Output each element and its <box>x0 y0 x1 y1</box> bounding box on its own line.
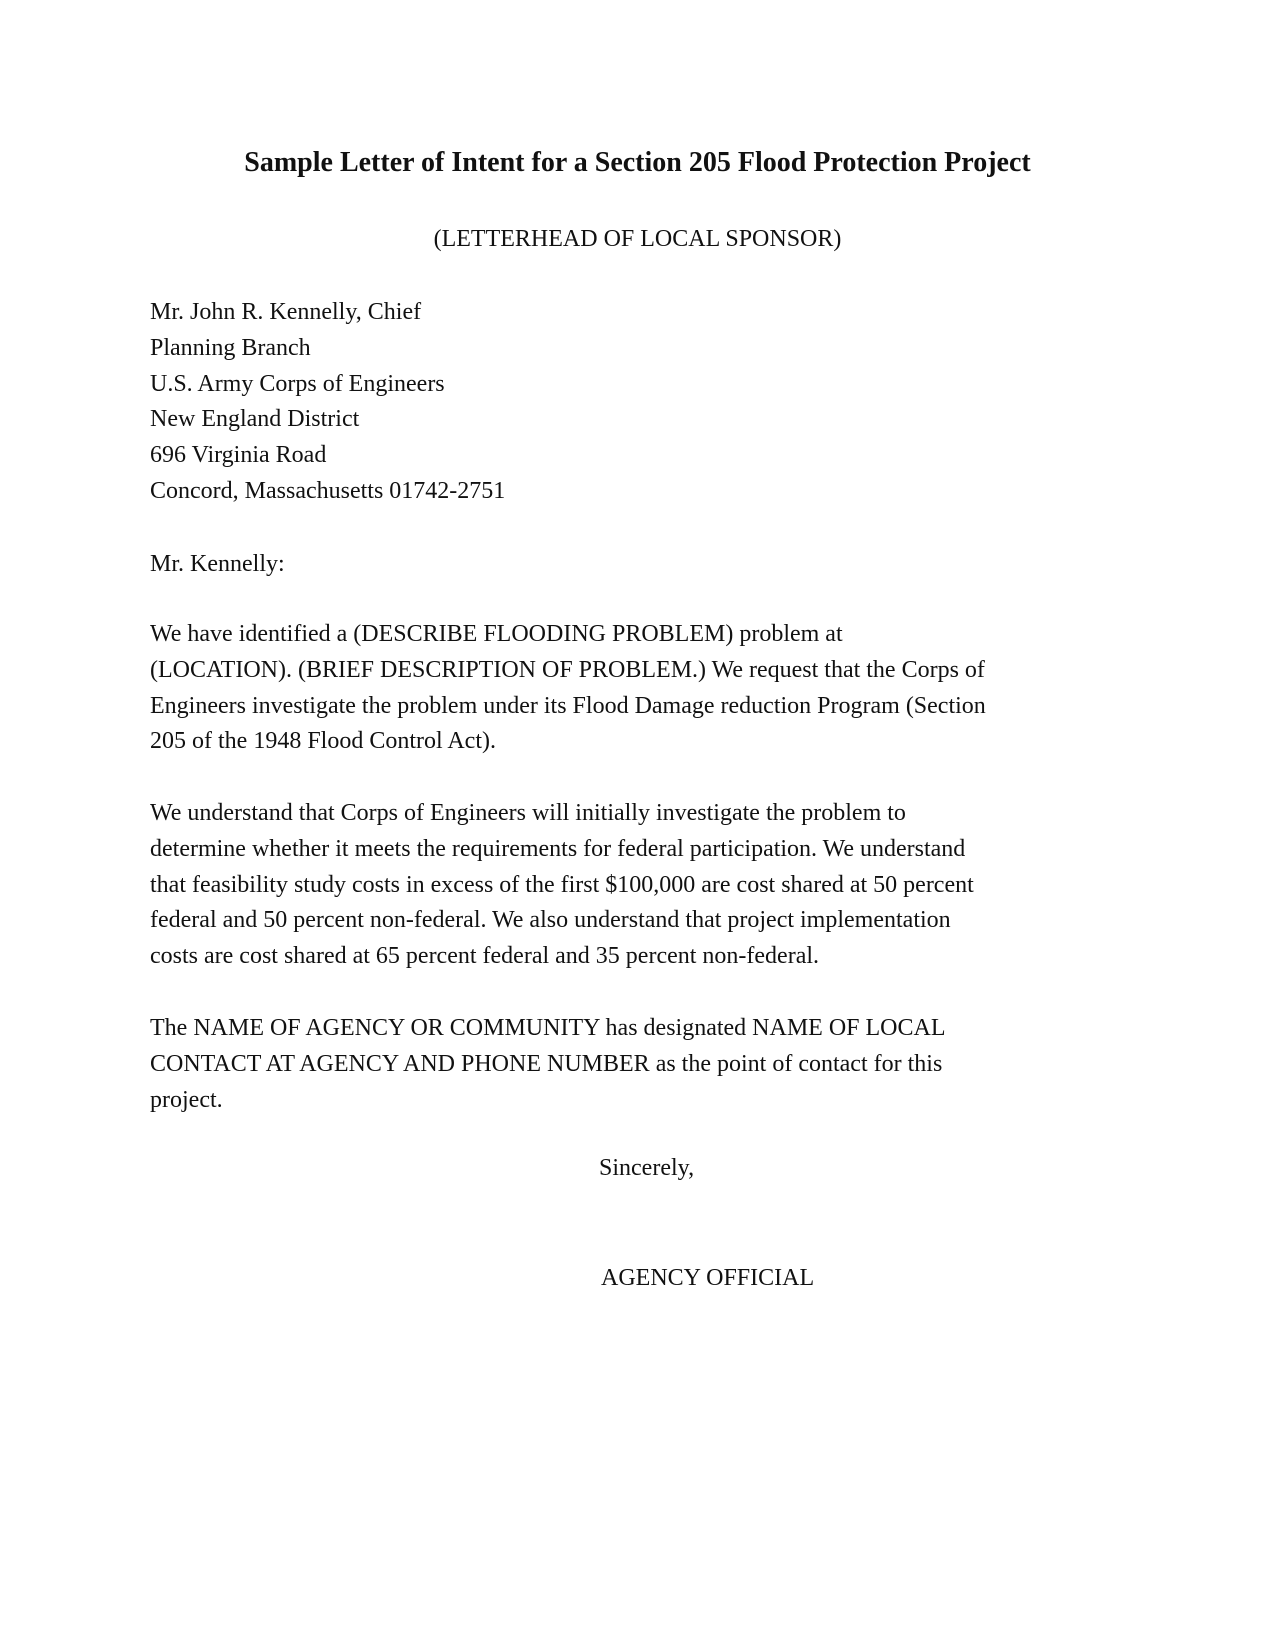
paragraph-local-contact <box>150 1011 1120 1118</box>
paragraph-line: The NAME OF AGENCY OR COMMUNITY has designated NAME OF LOCAL <box>150 1015 946 1041</box>
address-line: U.S. Army Corps of Engineers <box>150 370 445 397</box>
paragraph-line: We understand that Corps of Engineers will initially investigate the problem to <box>150 800 906 826</box>
letterhead-placeholder: (LETTERHEAD OF LOCAL SPONSOR) <box>433 226 842 252</box>
signature-placeholder: AGENCY OFFICIAL <box>601 1265 815 1291</box>
paragraph-line: costs are cost shared at 65 percent federal and 35 percent non-federal. <box>150 943 820 970</box>
paragraph-line: that feasibility study costs in excess of the first $100,000 are cost shared at 50 percent <box>150 871 974 898</box>
paragraph-line: 205 of the 1948 Flood Control Act). <box>150 728 496 755</box>
paragraph-line: CONTACT AT AGENCY AND PHONE NUMBER as the point of contact for this <box>150 1050 943 1077</box>
paragraph-line: We have identified a (DESCRIBE FLOODING PROBLEM) problem at <box>150 621 843 647</box>
address-line: Mr. John R. Kennelly, Chief <box>150 299 422 325</box>
paragraph-line: project. <box>150 1086 223 1113</box>
paragraph-line: federal and 50 percent non-federal. We also understand that project implementation <box>150 907 951 934</box>
closing: Sincerely, <box>599 1155 695 1181</box>
paragraph-cost-sharing <box>150 796 1120 975</box>
salutation: Mr. Kennelly: <box>150 551 285 577</box>
address-line: 696 Virginia Road <box>150 442 327 469</box>
paragraph-line: determine whether it meets the requirements for federal participation. We understand <box>150 835 966 862</box>
address-line: Planning Branch <box>150 334 311 361</box>
address-line: New England District <box>150 406 360 433</box>
paragraph-line: (LOCATION). (BRIEF DESCRIPTION OF PROBLEM.) We request that the Corps of <box>150 656 985 683</box>
paragraph-line: Engineers investigate the problem under its Flood Damage reduction Program (Section <box>150 692 986 719</box>
document-title: Sample Letter of Intent for a Section 205 Flood Protection Project <box>244 147 1031 178</box>
recipient-address <box>150 295 1120 510</box>
address-line: Concord, Massachusetts 01742-2751 <box>150 477 506 504</box>
paragraph-flooding-problem <box>150 617 1120 760</box>
